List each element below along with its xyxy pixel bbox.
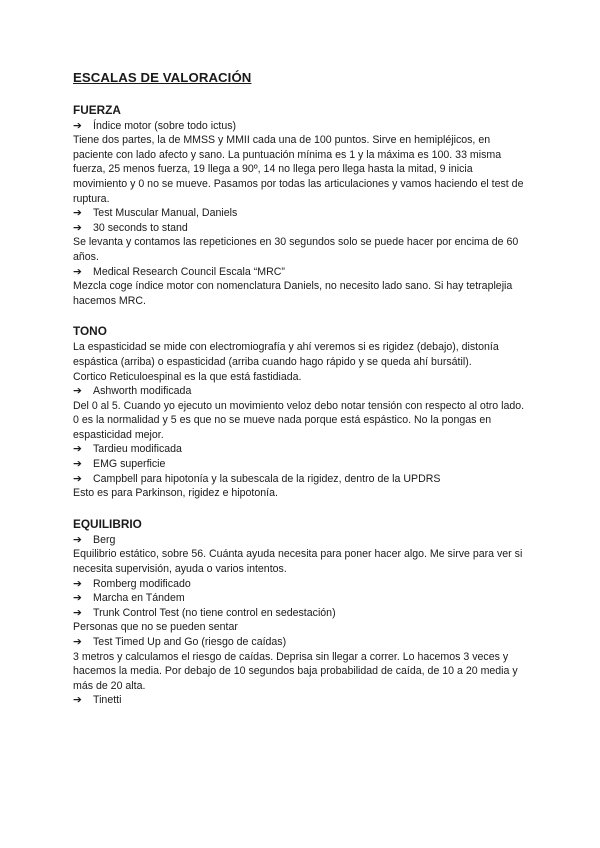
bullet-item [73,265,528,280]
bullet-item [73,442,528,457]
arrow-right-icon: ➔ [73,533,82,546]
bullet-item [73,119,528,134]
paragraph: Esto es para Parkinson, rigidez e hipotonía. [73,487,278,500]
arrow-right-icon: ➔ [73,577,82,590]
bullet-text: Romberg modificado [93,577,191,590]
paragraph: Del 0 al 5. Cuando yo ejecuto un movimiento veloz debo notar tensión con respecto al otro lado. 0 es la normalidad y 5 es que no se mueve nada porque está espástico. No la pongas en espasticidad mejor. [73,399,525,441]
section-tono [73,324,528,501]
arrow-right-icon: ➔ [73,221,82,234]
document-title: ESCALAS DE VALORACIÓN [73,70,252,85]
bullet-item [73,384,528,399]
section-heading: FUERZA [73,102,121,117]
arrow-right-icon: ➔ [73,385,82,398]
paragraph: La espasticidad se mide con electromiografía y ahí veremos si es rigidez (debajo), distonía espástica (arriba) o espasticidad (arriba cuando hago rápido y se queda ahí bursátil). [73,341,499,368]
bullet-text: EMG superficie [93,458,166,471]
bullet-text: Campbell para hipotonía y la subescala de la rigidez, dentro de la UPDRS [93,472,441,485]
bullet-item [73,221,528,236]
bullet-item [73,472,528,487]
document-body [73,71,528,708]
arrow-right-icon: ➔ [73,119,82,132]
arrow-right-icon: ➔ [73,636,82,648]
paragraph: Equilibrio estático, sobre 56. Cuánta ayuda necesita para poner hacer algo. Me sirve para ver si necesita supervisión, ayuda o varios intentos. [73,548,523,576]
bullet-text: Índice motor (sobre todo ictus) [93,119,237,132]
bullet-text: Berg [93,533,116,546]
arrow-right-icon: ➔ [73,265,82,278]
section-heading: EQUILIBRIO [73,516,142,531]
bullet-text: Test Timed Up and Go (riesgo de caídas) [93,636,287,648]
paragraph: Mezcla coge índice motor con nomenclatura Daniels, no necesito lado sano. Si hay tetraplejia hacemos MRC. [73,280,513,307]
section-fuerza [73,103,528,309]
paragraph: Cortico Reticuloespinal es la que está fastidiada. [73,370,302,383]
bullet-text: Medical Research Council Escala “MRC” [93,265,285,278]
arrow-right-icon: ➔ [73,592,82,605]
bullet-text: Test Muscular Manual, Daniels [93,207,238,220]
bullet-text: Tardieu modificada [93,443,182,456]
sections-container [73,103,528,708]
bullet-text: Trunk Control Test (no tiene control en sedestación) [93,606,336,619]
bullet-item [73,457,528,472]
bullet-item [73,606,528,621]
paragraph: 3 metros y calculamos el riesgo de caídas. Deprisa sin llegar a correr. Lo hacemos 3 veces y hacemos la media. Por debajo de 10 segundos baja probabilidad de caída, de 10 a 20 media y más de 20 alta. [73,650,518,692]
paragraph: Se levanta y contamos las repeticiones en 30 segundos solo se puede hacer por encima de 60 años. [73,236,519,263]
section-equilibrio [73,517,528,708]
bullet-item [73,533,528,548]
arrow-right-icon: ➔ [73,472,82,485]
arrow-right-icon: ➔ [73,606,82,619]
bullet-item [73,591,528,606]
bullet-item [73,693,528,708]
section-heading: TONO [73,324,107,339]
paragraph: Tiene dos partes, la de MMSS y MMII cada una de 100 puntos. Sirve en hemipléjicos, en paciente con lado afecto y sano. La puntuación mínima es 1 y la máxima es 100. 33 misma fuerza, 25 menos fuerza, 19 llega a 90º, 14 no llega pero llega hasta la mitad, 9 inicia movimiento y 0 no se mueve. Pasamos por todas las articulaciones y vamos haciendo el test de ruptura. [73,134,524,205]
bullet-text: Ashworth modificada [93,385,192,398]
arrow-right-icon: ➔ [73,207,82,220]
arrow-right-icon: ➔ [73,694,82,707]
arrow-right-icon: ➔ [73,458,82,471]
paragraph: Personas que no se pueden sentar [73,621,238,634]
bullet-text: Tinetti [93,694,122,707]
bullet-item [73,577,528,592]
bullet-item [73,206,528,221]
bullet-item [73,635,528,650]
bullet-text: Marcha en Tándem [93,592,185,605]
arrow-right-icon: ➔ [73,443,82,456]
bullet-text: 30 seconds to stand [93,221,188,234]
